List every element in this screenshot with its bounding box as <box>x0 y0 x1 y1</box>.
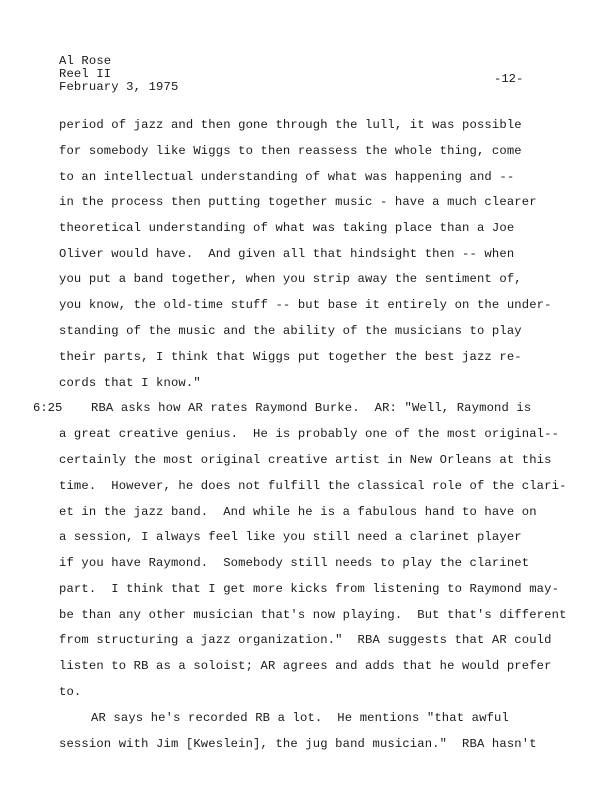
body-line: AR says he's recorded RB a lot. He mentions "that awful <box>91 711 509 725</box>
body-line: RBA asks how AR rates Raymond Burke. AR: "Well, Raymond is <box>91 401 532 415</box>
body-line: session with Jim [Kweslein], the jug band musician." RBA hasn't <box>59 737 537 751</box>
body-line: for somebody like Wiggs to then reassess the whole thing, come <box>59 144 522 158</box>
body-line: a great creative genius. He is probably one of the most original-- <box>59 427 560 441</box>
body-line: theoretical understanding of what was taking place than a Joe <box>59 221 515 235</box>
header-reel: Reel II <box>59 67 112 81</box>
body-line: a session, I always feel like you still need a clarinet player <box>59 530 522 544</box>
body-line: Oliver would have. And given all that hindsight then -- when <box>59 247 515 261</box>
timecode: 6:25 <box>33 401 63 415</box>
body-line: in the process then putting together music - have a much clearer <box>59 195 537 209</box>
body-line: you know, the old-time stuff -- but base it entirely on the under- <box>59 298 552 312</box>
body-line: certainly the most original creative artist in New Orleans at this <box>59 453 552 467</box>
body-line: et in the jazz band. And while he is a fabulous hand to have on <box>59 505 537 519</box>
body-line: listen to RB as a soloist; AR agrees and adds that he would prefer <box>59 659 552 673</box>
page-number: -12- <box>494 72 524 86</box>
body-line: time. However, he does not fulfill the classical role of the clari- <box>59 479 567 493</box>
body-line: if you have Raymond. Somebody still needs to play the clarinet <box>59 556 530 570</box>
header-name: Al Rose <box>59 54 112 68</box>
body-line: from structuring a jazz organization." RBA suggests that AR could <box>59 633 552 647</box>
body-line: period of jazz and then gone through the lull, it was possible <box>59 118 522 132</box>
body-line: be than any other musician that's now playing. But that's different <box>59 608 567 622</box>
body-line: their parts, I think that Wiggs put together the best jazz re- <box>59 350 522 364</box>
header-date: February 3, 1975 <box>59 80 179 94</box>
body-line: you put a band together, when you strip away the sentiment of, <box>59 272 522 286</box>
body-line: to an intellectual understanding of what was happening and -- <box>59 170 515 184</box>
body-line: standing of the music and the ability of the musicians to play <box>59 324 522 338</box>
body-line: to. <box>59 685 82 699</box>
body-line: cords that I know." <box>59 376 201 390</box>
body-line: part. I think that I get more kicks from listening to Raymond may- <box>59 582 560 596</box>
